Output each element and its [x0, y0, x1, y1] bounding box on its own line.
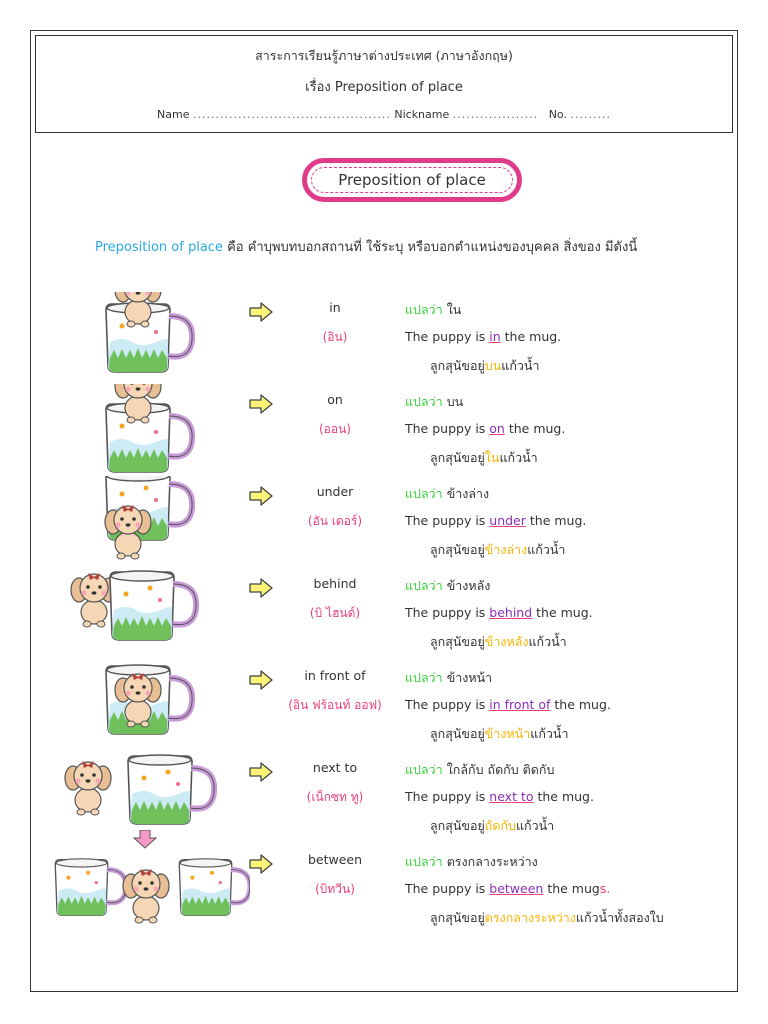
prep-row-on [0, 384, 768, 476]
meaning-text: ข้างหน้า [446, 670, 493, 685]
meaning-text: ข้างหลัง [446, 578, 491, 593]
intro-paragraph [40, 235, 730, 261]
sentence-post: the mug. [525, 513, 587, 528]
sentence-pre: The puppy is [405, 789, 490, 804]
thai-translation [430, 724, 568, 744]
thai-a: ลูกสุนัขอยู่ [430, 910, 485, 925]
sentence-post: the mug. [550, 697, 611, 712]
prep-pronunciation: (อิน) [322, 330, 348, 344]
thai-c: แก้วน้ำทั้งสองใบ [575, 910, 664, 925]
sentence-prep: behind [489, 605, 533, 620]
prep-word: between [307, 852, 363, 867]
meaning-label: แปลว่า [405, 762, 443, 777]
example-sentence [405, 697, 611, 712]
thai-translation [430, 632, 567, 652]
name-blank: ............................................ [193, 108, 391, 121]
example-sentence [405, 329, 561, 344]
prep-word: on [327, 392, 343, 407]
nickname-blank: ................... [452, 108, 539, 121]
meaning-text: ข้างล่าง [446, 486, 490, 501]
topic-line: เรื่อง Preposition of place [305, 80, 463, 95]
prep-word: behind [313, 576, 357, 591]
thai-b: บน [484, 358, 502, 373]
thai-translation [430, 908, 664, 928]
prep-row-behind [0, 568, 768, 660]
sentence-post: the mug [543, 881, 600, 896]
example-sentence [405, 881, 610, 896]
thai-b: ใน [484, 450, 500, 465]
thai-translation [430, 540, 565, 560]
sentence-pre: The puppy is [405, 513, 490, 528]
sentence-prep: between [489, 881, 544, 896]
example-sentence [405, 789, 594, 804]
thai-a: ลูกสุนัขอยู่ [430, 634, 485, 649]
thai-b: ตรงกลางระหว่าง [484, 910, 576, 925]
sentence-post: the mug. [532, 605, 593, 620]
prep-word: in [329, 300, 341, 315]
sentence-pre: The puppy is [405, 421, 490, 436]
meaning-label: แปลว่า [405, 302, 443, 317]
prep-pronunciation: (เน็กซท ทู) [306, 790, 364, 804]
puppy-on-mug-illustration [60, 384, 240, 474]
prep-meaning [405, 852, 538, 872]
prep-pronunciation: (อิน ฟร้อนท์ ออฟ) [288, 698, 382, 712]
meaning-text: ใน [446, 302, 462, 317]
thai-translation [430, 816, 554, 836]
intro-text: คือ คำบุพบทบอกสถานที่ ใช้ระบุ หรือบอกตำแหน่งของบุคคล สิ่งของ มีดังนี้ [227, 240, 638, 255]
prep-pronunciation: (บิทวีน) [315, 882, 355, 896]
thai-translation [430, 356, 539, 376]
sentence-prep: in front of [489, 697, 551, 712]
thai-a: ลูกสุนัขอยู่ [430, 542, 485, 557]
thai-c: แก้วน้ำ [515, 818, 555, 833]
prep-row-under [0, 476, 768, 568]
prep-meaning [405, 668, 492, 688]
thai-translation [430, 448, 538, 468]
sentence-pre: The puppy is [405, 605, 490, 620]
thai-c: แก้วน้ำ [527, 542, 566, 557]
prep-word: under [316, 484, 354, 499]
puppy-in-mug-illustration [60, 292, 240, 382]
thai-c: แก้วน้ำ [530, 726, 569, 741]
puppy-between-mugs-illustration [40, 830, 250, 940]
prep-meaning [405, 392, 463, 412]
thai-a: ลูกสุนัขอยู่ [430, 726, 485, 741]
prep-pronunciation: (ออน) [319, 422, 351, 436]
sentence-prep: under [489, 513, 526, 528]
sentence-post: the mug. [533, 789, 594, 804]
number-label: No. [548, 108, 567, 121]
thai-c: แก้วน้ำ [499, 450, 538, 465]
thai-b: ข้างหลัง [484, 634, 529, 649]
prep-pronunciation: (อัน เดอร์) [307, 514, 363, 528]
meaning-label: แปลว่า [405, 578, 443, 593]
prep-row-in [0, 292, 768, 384]
sentence-pre: The puppy is [405, 881, 490, 896]
prep-meaning [405, 576, 490, 596]
prep-pronunciation: (บิ ไฮนด์) [309, 606, 361, 620]
prep-meaning [405, 760, 554, 780]
thai-c: แก้วน้ำ [528, 634, 567, 649]
meaning-text: บน [446, 394, 464, 409]
sentence-prep: next to [489, 789, 534, 804]
worksheet-header [35, 35, 733, 133]
meaning-label: แปลว่า [405, 854, 443, 869]
example-sentence [405, 605, 593, 620]
prep-word: next to [312, 760, 358, 775]
sentence-post: the mug. [500, 329, 562, 344]
puppy-in-front-of-mug-illustration [60, 660, 240, 750]
lesson-title: Preposition of place [311, 167, 513, 193]
puppy-under-mug-illustration [60, 476, 240, 566]
student-fields [36, 108, 732, 121]
sentence-pre: The puppy is [405, 329, 490, 344]
example-sentence [405, 513, 586, 528]
thai-a: ลูกสุนัขอยู่ [430, 450, 485, 465]
thai-c: แก้วน้ำ [501, 358, 540, 373]
sentence-prep: in [489, 329, 501, 344]
number-blank: ......... [570, 108, 611, 121]
sentence-pre: The puppy is [405, 697, 490, 712]
thai-b: ถัดกับ [484, 818, 516, 833]
thai-b: ข้างล่าง [484, 542, 528, 557]
thai-a: ลูกสุนัขอยู่ [430, 818, 485, 833]
meaning-label: แปลว่า [405, 486, 443, 501]
nickname-label: Nickname [394, 108, 450, 121]
subject-line: สาระการเรียนรู้ภาษาต่างประเทศ (ภาษาอังกฤษ) [255, 48, 513, 63]
sentence-post: the mug. [504, 421, 566, 436]
meaning-text: ตรงกลางระหว่าง [446, 854, 538, 869]
name-label: Name [157, 108, 190, 121]
prep-word: in front of [304, 668, 366, 683]
sentence-prep: on [489, 421, 505, 436]
prep-meaning [405, 300, 461, 320]
intro-term: Preposition of place [95, 240, 223, 255]
puppy-behind-mug-illustration [60, 568, 240, 658]
prep-row-in-front-of [0, 660, 768, 752]
prep-meaning [405, 484, 489, 504]
thai-b: ข้างหน้า [484, 726, 531, 741]
sentence-plural: s. [599, 881, 611, 896]
thai-a: ลูกสุนัขอยู่ [430, 358, 485, 373]
meaning-label: แปลว่า [405, 394, 443, 409]
example-sentence [405, 421, 565, 436]
puppy-next-to-mug-illustration [60, 752, 240, 842]
prep-row-between [0, 844, 768, 936]
meaning-label: แปลว่า [405, 670, 443, 685]
meaning-text: ใกล้กับ ถัดกับ ติดกับ [446, 762, 555, 777]
lesson-title-badge [302, 158, 522, 202]
